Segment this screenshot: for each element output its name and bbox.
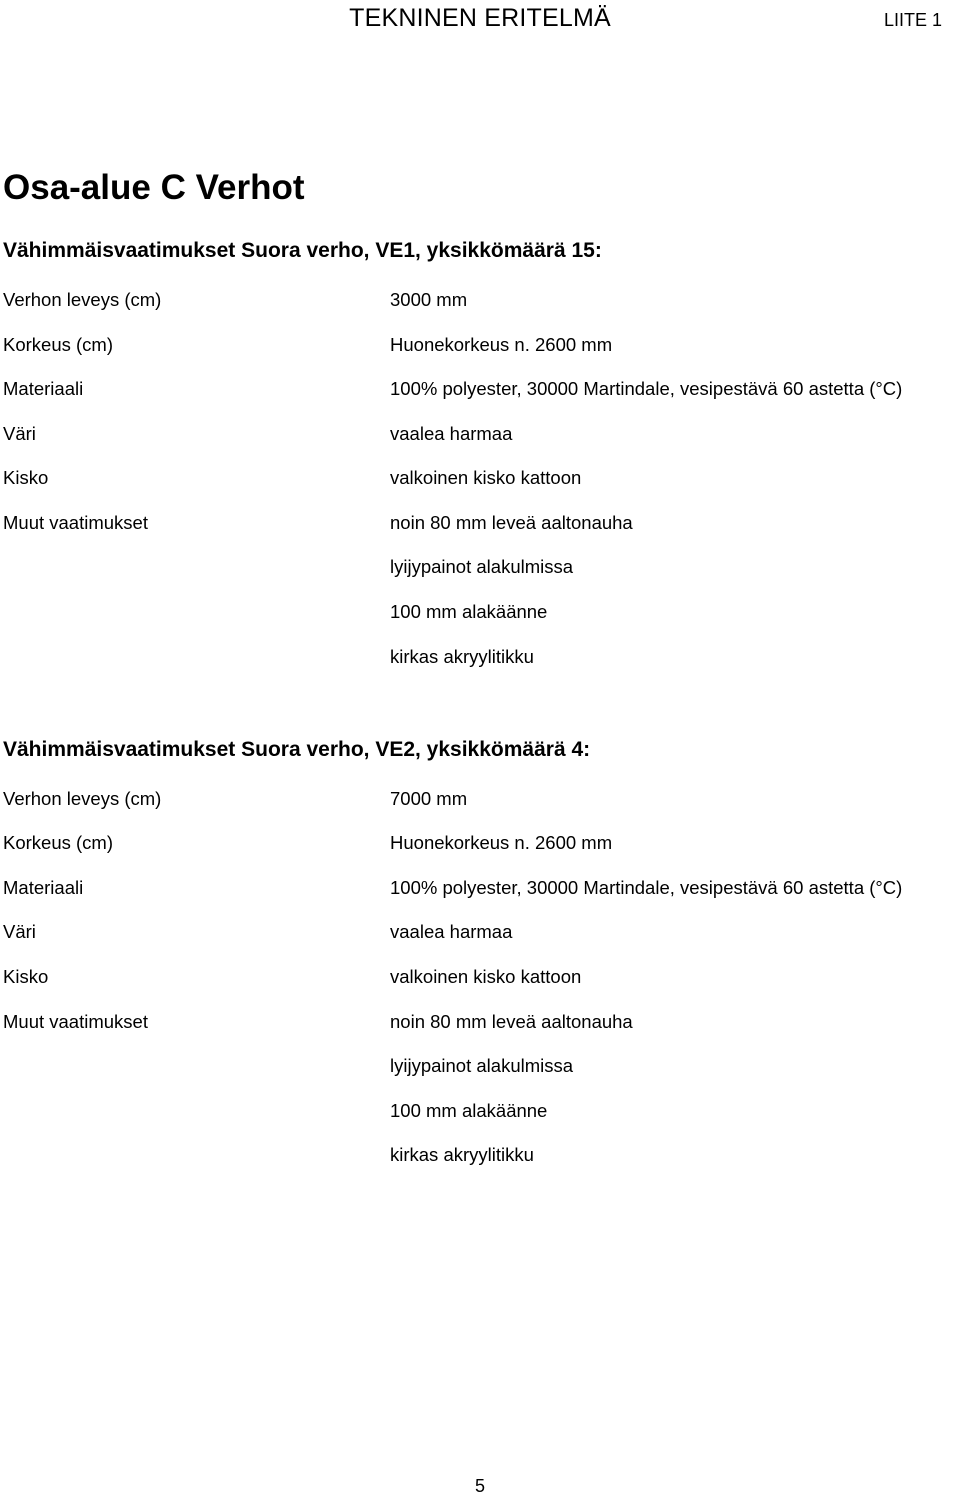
spec-label: Kisko: [3, 966, 49, 987]
spec-label: Materiaali: [3, 877, 84, 898]
spec-value: kirkas akryylitikku: [390, 1144, 534, 1165]
spec-value: 3000 mm: [390, 289, 468, 310]
document-title: TEKNINEN ERITELMÄ: [349, 4, 611, 32]
spec-label: Materiaali: [3, 378, 84, 399]
spec-label: Muut vaatimukset: [3, 1011, 148, 1032]
spec-value: noin 80 mm leveä aaltonauha: [390, 1011, 633, 1032]
spec-value: 100 mm alakäänne: [390, 1100, 548, 1121]
spec-row: [0, 598, 960, 626]
spec-row: [0, 420, 960, 448]
spec-row: [0, 464, 960, 492]
page-number: 5: [474, 1476, 485, 1496]
spec-value: Huonekorkeus n. 2600 mm: [390, 832, 613, 853]
spec-value: noin 80 mm leveä aaltonauha: [390, 512, 633, 533]
spec-row: [0, 1141, 960, 1169]
spec-label: Verhon leveys (cm): [3, 289, 162, 310]
spec-row: [0, 553, 960, 581]
spec-value: 100% polyester, 30000 Martindale, vesipestävä 60 astetta (°C): [390, 378, 903, 399]
spec-value: lyijypainot alakulmissa: [390, 556, 574, 577]
spec-label: Väri: [3, 921, 36, 942]
spec-row: [0, 331, 960, 359]
spec-row: [0, 509, 960, 537]
spec-value: vaalea harmaa: [390, 423, 513, 444]
spec-value: 100 mm alakäänne: [390, 601, 548, 622]
spec-label: Väri: [3, 423, 36, 444]
block-heading: Vähimmäisvaatimukset Suora verho, VE1, yksikkömäärä 15:: [3, 239, 602, 262]
spec-label: Verhon leveys (cm): [3, 788, 162, 809]
spec-row: [0, 785, 960, 813]
section-title: Osa-alue C Verhot: [3, 168, 305, 207]
spec-value: valkoinen kisko kattoon: [390, 966, 582, 987]
spec-value: vaalea harmaa: [390, 921, 513, 942]
spec-row: [0, 643, 960, 671]
spec-value: valkoinen kisko kattoon: [390, 467, 582, 488]
spec-row: [0, 375, 960, 403]
spec-value: 7000 mm: [390, 788, 468, 809]
spec-row: [0, 874, 960, 902]
spec-label: Muut vaatimukset: [3, 512, 148, 533]
appendix-label: LIITE 1: [883, 10, 942, 30]
block-heading: Vähimmäisvaatimukset Suora verho, VE2, yksikkömäärä 4:: [3, 738, 591, 761]
spec-value: 100% polyester, 30000 Martindale, vesipestävä 60 astetta (°C): [390, 877, 903, 898]
spec-value: lyijypainot alakulmissa: [390, 1055, 574, 1076]
spec-label: Kisko: [3, 467, 49, 488]
spec-label: Korkeus (cm): [3, 832, 113, 853]
spec-row: [0, 1008, 960, 1036]
spec-row: [0, 1052, 960, 1080]
spec-row: [0, 1097, 960, 1125]
spec-value: kirkas akryylitikku: [390, 646, 534, 667]
spec-row: [0, 286, 960, 314]
spec-row: [0, 918, 960, 946]
spec-row: [0, 963, 960, 991]
spec-row: [0, 829, 960, 857]
spec-value: Huonekorkeus n. 2600 mm: [390, 334, 613, 355]
spec-label: Korkeus (cm): [3, 334, 113, 355]
